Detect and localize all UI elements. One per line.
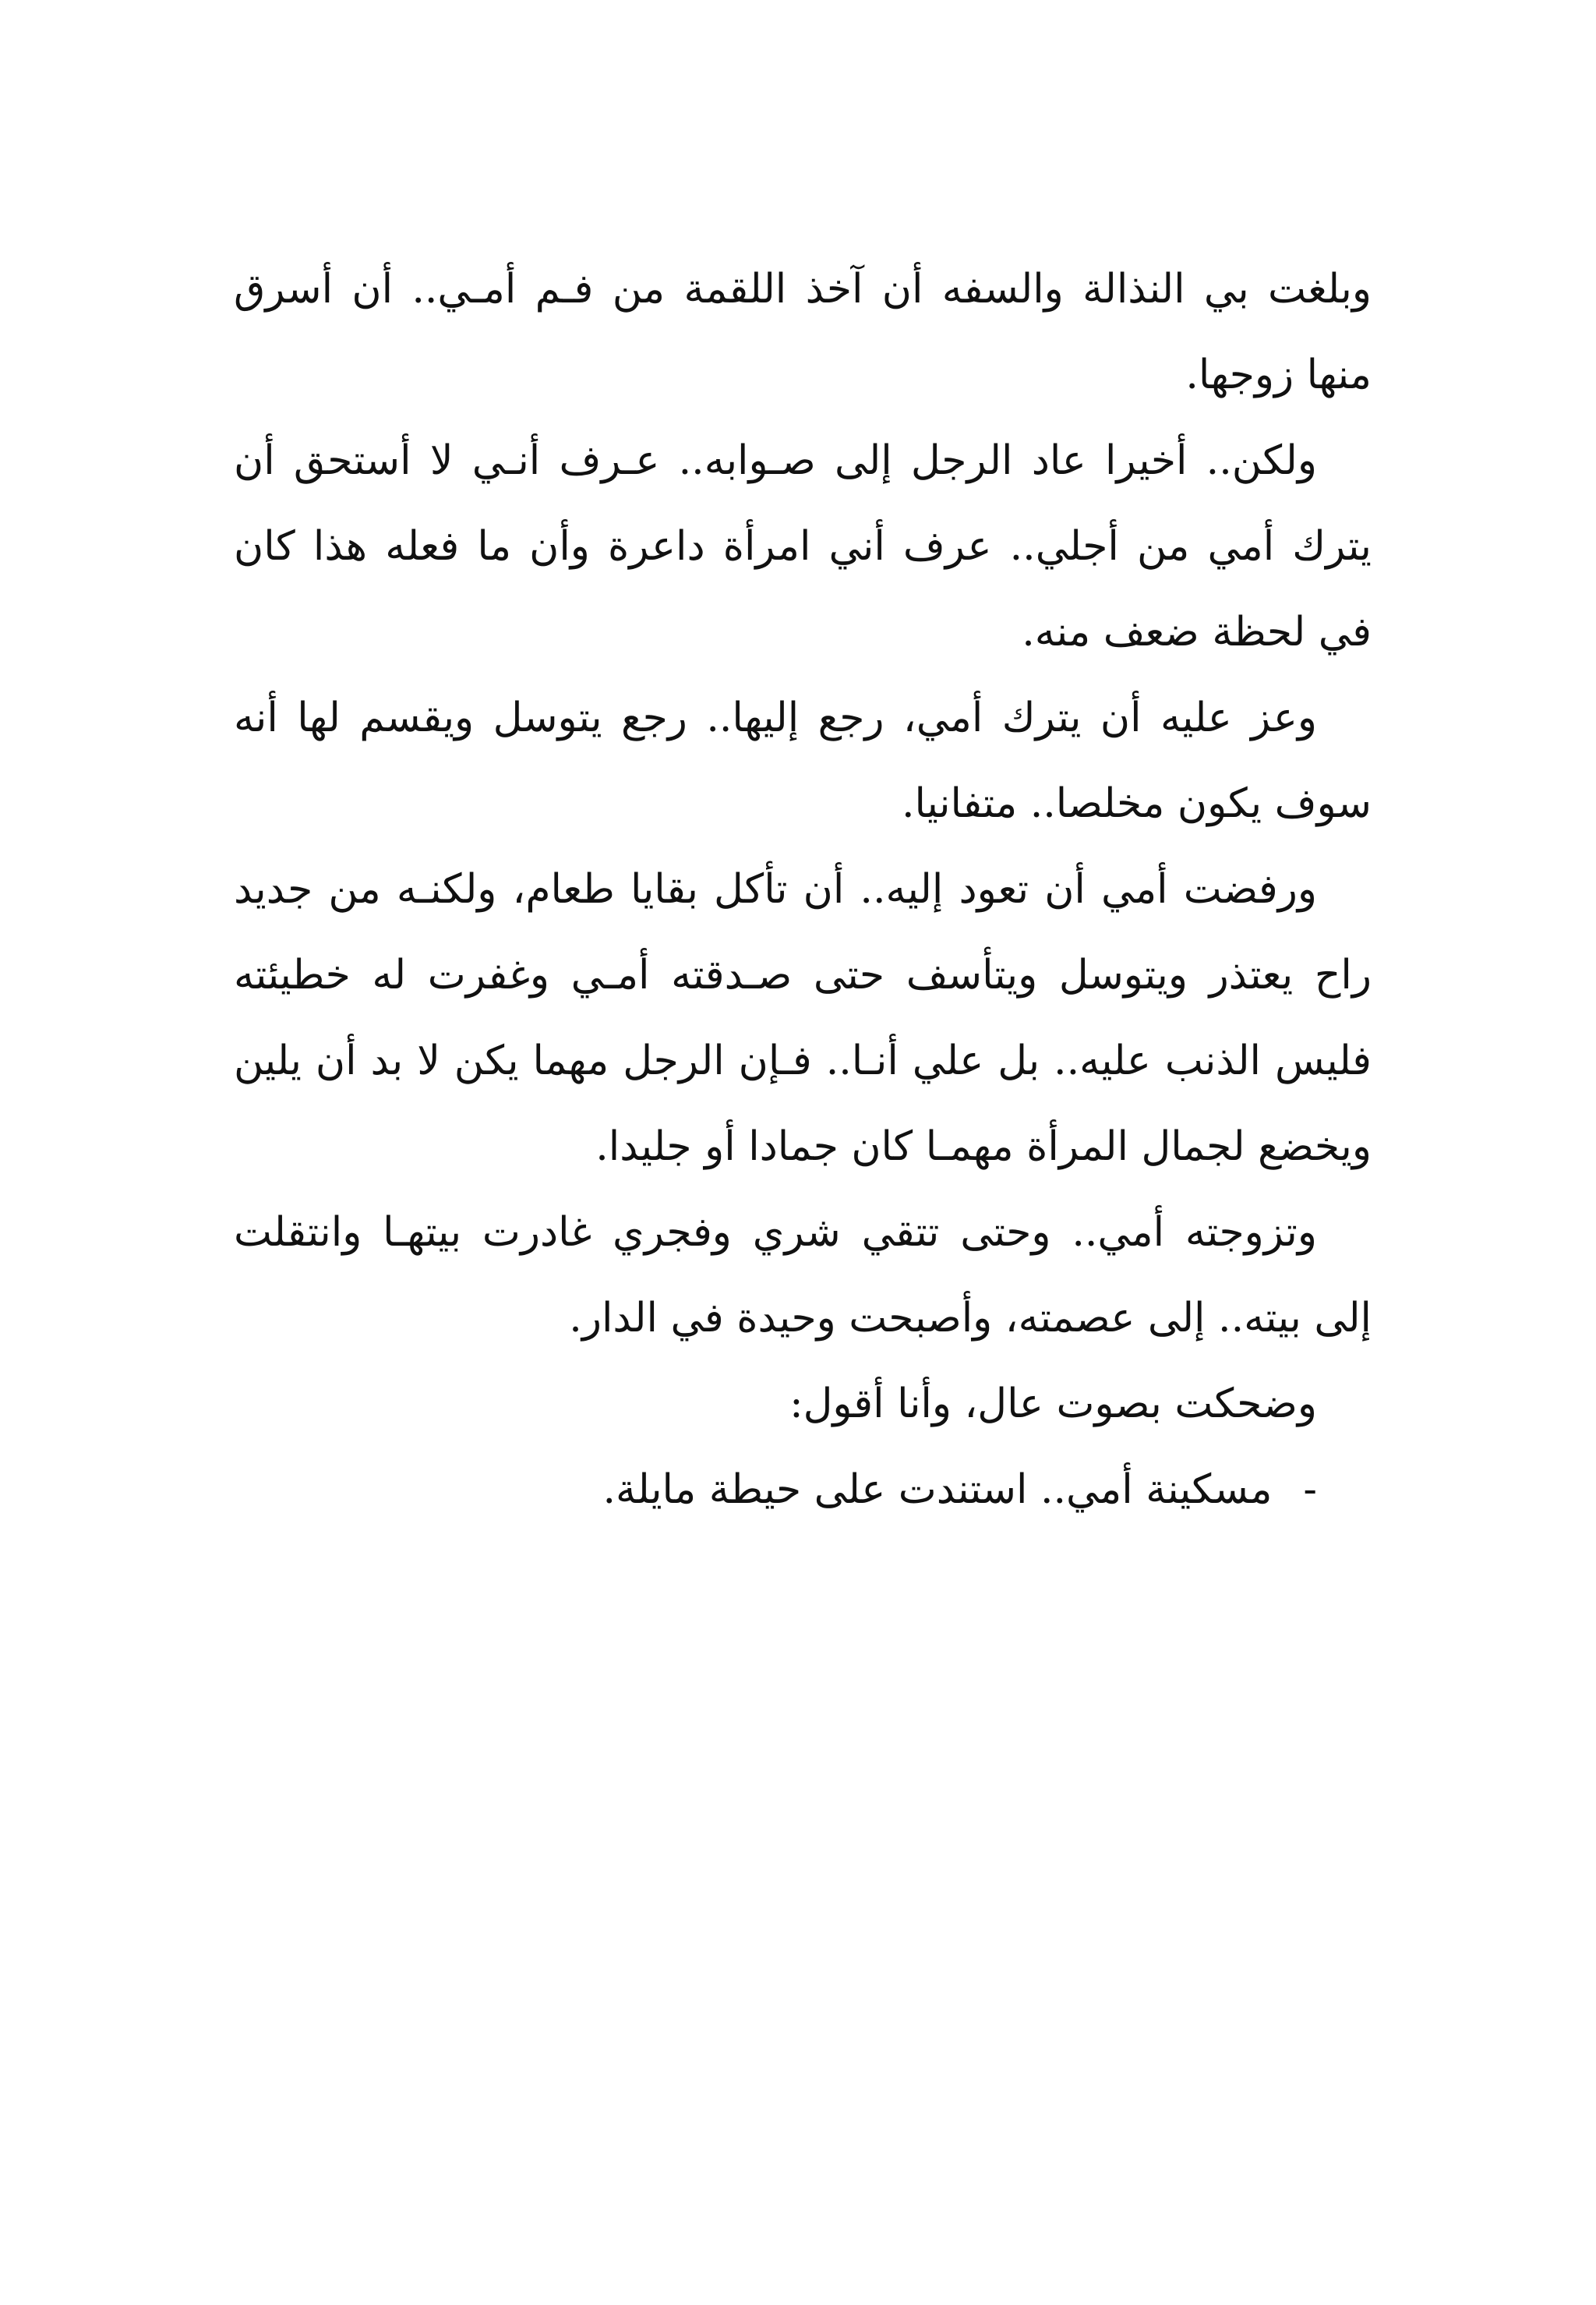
paragraph-1: وبلغت بي النذالة والسفه أن آخذ اللقمة من فـم أمـي.. أن أسرق منها زوجها. bbox=[234, 266, 1372, 398]
paragraph-6: وضحكت بصوت عال، وأنا أقول: bbox=[789, 1381, 1317, 1427]
paragraph-4: ورفضت أمي أن تعود إليه.. أن تأكل بقايا طعام، ولكنـه من جديد راح يعتذر ويتوسل ويتأسف حتى صـدقته أمـي وغفرت له خطيئته فليس الذنب عليه.. بل علي أنـا.. فـإن الرجل مهما يكن لا بد أن يلين ويخضع لجمال المرأة مهمـا كان جمادا أو جليدا. bbox=[234, 866, 1372, 1170]
body-text bbox=[234, 246, 1372, 1533]
paragraph-2: ولكن.. أخيرا عاد الرجل إلى صـوابه.. عـرف أنـي لا أستحق أن يترك أمي من أجلي.. عرف أني امرأة داعرة وأن ما فعله هذا كان في لحظة ضعف منه. bbox=[234, 437, 1372, 656]
dialog-dash: - bbox=[1303, 1466, 1317, 1513]
dialog-text: مسكينة أمي.. استندت على حيطة مايلة. bbox=[602, 1466, 1273, 1513]
paragraph-3: وعز عليه أن يترك أمي، رجع إليها.. رجع يتوسل ويقسم لها أنه سوف يكون مخلصا.. متفانيا. bbox=[234, 695, 1372, 827]
dialog-line bbox=[234, 1447, 1372, 1533]
paragraph-5: وتزوجته أمي.. وحتى تتقي شري وفجري غادرت بيتهـا وانتقلت إلى بيته.. إلى عصمته، وأصبحت وحيدة في الدار. bbox=[234, 1209, 1372, 1342]
